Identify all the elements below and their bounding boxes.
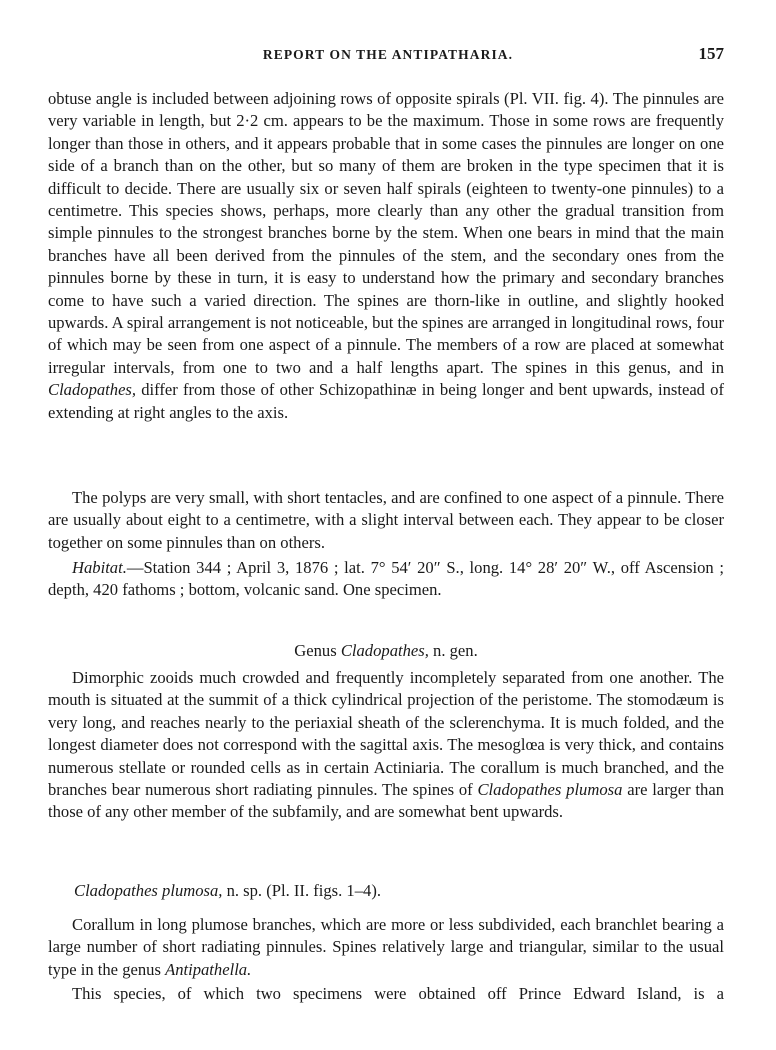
running-title: REPORT ON THE ANTIPATHARIA. [262,47,514,62]
genus-heading-suffix: n. gen. [428,641,478,660]
intro-text-a: obtuse angle is included between adjoining rows of opposite spirals (Pl. VII. fig. 4). The pinnules are very variable in length, but 2·2 cm. appears to be the maximum. Those in some rows are frequently longer than those in others, and it appears probable that in some cases the pinnules are longer on one side of a branch than on the other, but so many of them are broken in the type specimen that it is difficult to decide. There are usually six or seven half spirals (eighteen to twenty-one pinnules) to a centimetre. This species shows, perhaps, more clearly than any other the gradual transition from simple pinnules to the strongest branches borne by the stem. When one bears in mind that the main branches have all been derived from the pinnules of the stem, and the secondary ones from the pinnules borne by these in turn, it is easy to understand how the primary and secondary branches come to have such a varied direction. The spines are thorn-like in outline, and slightly hooked upwards. A spiral arrangement is not noticeable, but the spines are arranged in longitudinal rows, four of which may be seen from one aspect of a pinnule. The members of a row are placed at somewhat irregular intervals, from one to two and a half lengths apart. The spines in this genus, and in [48,89,724,377]
species-description-text: Corallum in long plumose branches, which are more or less subdivided, each branchlet bearing a large number of short radiating pinnules. Spines relatively large and triangular, similar to the usual type in the genus [48,915,724,979]
genus-description-b: are larger than those of any other member of the subfamily, and are somewhat bent upwards. [48,780,725,822]
intro-paragraph [48,88,724,424]
genus-heading-prefix: Genus [294,641,341,660]
habitat-paragraph [48,557,724,602]
genus-heading [48,640,724,662]
page-header [52,44,724,68]
genus-heading-name: Cladopathes, [340,641,429,660]
species-heading-suffix: n. sp. (Pl. II. figs. 1–4). [222,881,381,900]
page-number: 157 [698,44,724,63]
genus-description-a: Dimorphic zooids much crowded and frequently incompletely separated from one another. The mouth is situated at the summit of a thick cylindrical projection of the peristome. The stomodæum is very long, and reaches nearly to the periaxial sheath of the sclerenchyma. It is much folded, and the longest diameter does not correspond with the sagittal axis. The mesoglœa is very thick, and contains numerous stellate or rounded cells as in certain Actiniaria. The corallum is much branched, and the branches bear numerous short radiating pinnules. The spines of [48,668,724,800]
species-heading [74,880,381,902]
genus-description [48,667,724,824]
intro-text-b: differ from those of other Schizopathinæ in being longer and bent upwards, instead of extending at right angles to the axis. [48,380,724,422]
habitat-label: Habitat. [72,558,127,577]
species-description-genus: Antipathella. [165,959,252,979]
species-description [48,914,724,981]
intro-genus-italic: Cladopathes, [48,380,137,400]
habitat-text: —Station 344 ; April 3, 1876 ; lat. 7° 54′ 20″ S., long. 14° 28′ 20″ W., off Ascension ; depth, 420 fathoms ; bottom, volcanic sand. One specimen. [48,558,724,600]
polyps-paragraph: The polyps are very small, with short tentacles, and are confined to one aspect of a pinnule. There are usually about eight to a centimetre, with a slight interval between each. They appear to be closer together on some pinnules than on others. [48,488,724,552]
species-heading-name: Cladopathes plumosa, [74,881,223,900]
final-paragraph: This species, of which two specimens were obtained off Prince Edward Island, is a [72,984,724,1003]
genus-description-species: Cladopathes plumosa [477,780,623,800]
